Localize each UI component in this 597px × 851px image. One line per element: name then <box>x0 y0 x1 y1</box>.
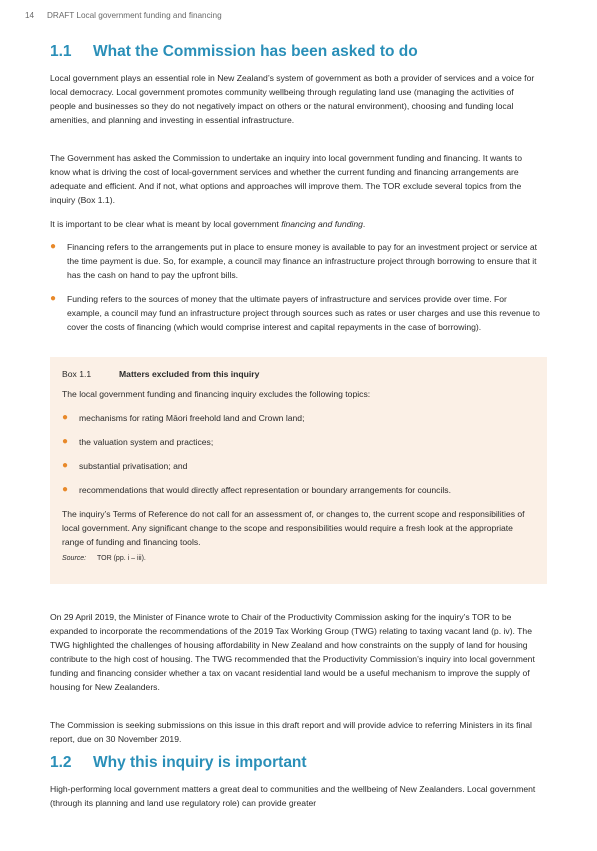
box-source <box>62 555 146 562</box>
paragraph-text: It is important to be clear what is meant by local government <box>50 219 282 229</box>
bullet-icon: ● <box>62 412 69 423</box>
paragraph: On 29 April 2019, the Minister of Finance wrote to Chair of the Productivity Commission asking for the inquiry’s TOR to be expanded to incorporate the recommendations of the 2019 Tax Working Group (TWG) relating to taxing vacant land (p. iv). The TWG highlighted the challenges of housing affordability in New Zealand and how constraints on the supply of land for housing contribute to the high cost of housing. The TWG recommended that the Productivity Commission’s inquiry into local government funding and financing consider whether a tax on vacant residential land would be a useful mechanism to improve the supply of housing for New Zealanders. <box>50 612 535 693</box>
paragraph: The Commission is seeking submissions on this issue in this draft report and will provide advice to referring Ministers in its final report, due on 30 November 2019. <box>50 720 532 745</box>
section-number: 1.1 <box>50 43 72 60</box>
list-item-text: Funding refers to the sources of money that the ultimate payers of infrastructure and services provide over time. For example, a council may fund an infrastructure project through sources such as rates or user charges and use this revenue to cover the costs of financing (which would comprise interest and capital repayments in the case of borrowing). <box>67 294 540 333</box>
bullet-icon: ● <box>50 293 57 304</box>
box-title <box>62 369 259 379</box>
list-item-text: Financing refers to the arrangements put in place to ensure money is available to pay for an investment project or service at the time payment is due. So, for example, a council may finance an infrastructure project through borrowing to ensure that it has the cash on hand to pay the upfront bills. <box>67 242 538 281</box>
running-title: DRAFT Local government funding and financing <box>47 11 222 20</box>
box-list-item-text: substantial privatisation; and <box>79 461 188 471</box>
source-text: TOR (pp. i – iii). <box>97 555 146 562</box>
box-intro: The local government funding and financing inquiry excludes the following topics: <box>62 389 371 399</box>
box-heading: Matters excluded from this inquiry <box>119 369 260 379</box>
box-list-item <box>62 411 537 425</box>
paragraph: Local government plays an essential role in New Zealand’s system of government as both a provider of services and a voice for local democracy. Local government promotes community wellbeing through regulating land use (managing the activities of people and businesses so they do not negatively impact on others or the natural environment), choosing and funding local amenities, and planning and investing in essential infrastructure. <box>50 73 535 126</box>
paragraph-text: . <box>362 219 366 229</box>
emphasis-text: financing and funding <box>281 219 363 229</box>
list-item <box>50 240 540 282</box>
box-label: Box 1.1 <box>62 369 92 379</box>
box-list-item-text: recommendations that would directly affect representation or boundary arrangements for councils. <box>79 485 451 495</box>
paragraph <box>50 217 540 231</box>
box-list-item <box>62 483 537 497</box>
bullet-icon: ● <box>62 460 69 471</box>
list-item <box>50 292 540 334</box>
section-heading-1-1 <box>50 43 418 61</box>
section-title: Why this inquiry is important <box>93 754 307 771</box>
paragraph: High-performing local government matters a great deal to communities and the wellbeing of New Zealanders. Local government (through its planning and land use regulatory role) can provide greater <box>50 784 536 809</box>
paragraph: The Government has asked the Commission to undertake an inquiry into local government funding and financing. It wants to know what is driving the cost of local-government services and whether the current funding and financing arrangements are adequate and efficient. And if not, what options and approaches will improve them. The TOR exclude several topics from the inquiry (Box 1.1). <box>50 153 522 206</box>
section-heading-1-2 <box>50 754 307 772</box>
box-list-item <box>62 435 537 449</box>
bullet-icon: ● <box>50 241 57 252</box>
section-number: 1.2 <box>50 754 72 771</box>
box-list-item <box>62 459 537 473</box>
bullet-icon: ● <box>62 436 69 447</box>
section-title: What the Commission has been asked to do <box>93 43 418 60</box>
box-list-item-text: the valuation system and practices; <box>79 437 214 447</box>
running-header <box>25 11 222 20</box>
box-list-item-text: mechanisms for rating Māori freehold land and Crown land; <box>79 413 305 423</box>
bullet-icon: ● <box>62 484 69 495</box>
page-number: 14 <box>25 11 35 20</box>
box-closing: The inquiry’s Terms of Reference do not call for an assessment of, or changes to, the current scope and responsibilities of local government. Any significant change to the scope and responsibilities would require a fresh look at the appropriate range of funding and financing tools. <box>62 509 525 548</box>
source-label: Source: <box>62 555 87 562</box>
box-1-1 <box>50 357 547 584</box>
